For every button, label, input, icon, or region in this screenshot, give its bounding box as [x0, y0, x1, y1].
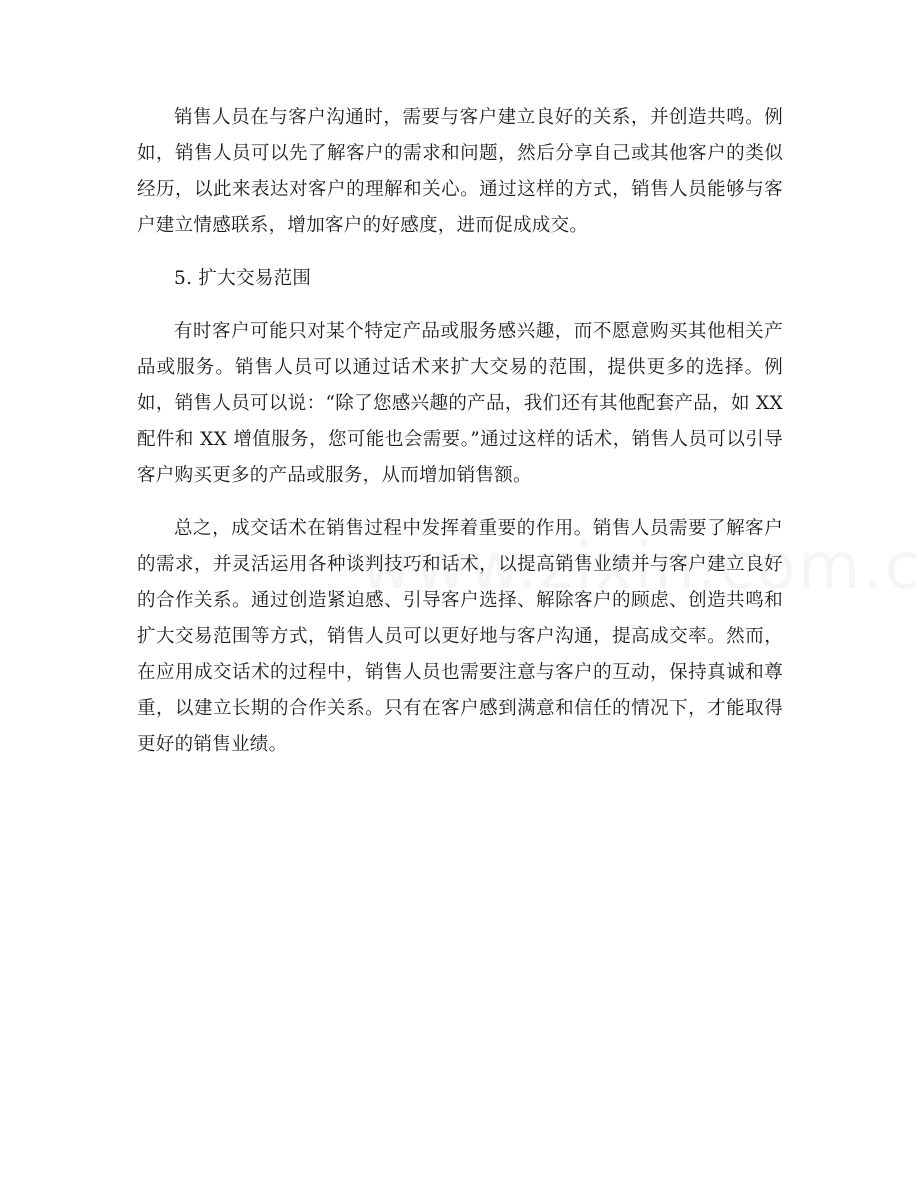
document-body [137, 100, 783, 763]
paragraph-conclusion: 总之，成交话术在销售过程中发挥着重要的作用。销售人员需要了解客户的需求，并灵活运用各种谈判技巧和话术，以提高销售业绩并与客户建立良好的合作关系。通过创造紧迫感、引导客户选择、解除客户的顾虑、创造共鸣和扩大交易范围等方式，销售人员可以更好地与客户沟通，提高成交率。然而，在应用成交话术的过程中，销售人员也需要注意与客户的互动，保持真诚和尊重，以建立长期的合作关系。只有在客户感到满意和信任的情况下，才能取得更好的销售业绩。 [137, 518, 783, 755]
section-heading-expand-scope: 5. 扩大交易范围 [174, 268, 312, 289]
paragraph-expand-scope: 有时客户可能只对某个特定产品或服务感兴趣，而不愿意购买其他相关产品或服务。销售人员可以通过话术来扩大交易的范围，提供更多的选择。例如，销售人员可以说：“除了您感兴趣的产品，我们还有其他配套产品，如 XX 配件和 XX 增值服务，您可能也会需要。”通过这样的话术，销售人员可以引导客户购买更多的产品或服务，从而增加销售额。 [137, 321, 783, 486]
paragraph-empathy: 销售人员在与客户沟通时，需要与客户建立良好的关系，并创造共鸣。例如，销售人员可以先了解客户的需求和问题，然后分享自己或其他客户的类似经历，以此来表达对客户的理解和关心。通过这样的方式，销售人员能够与客户建立情感联系，增加客户的好感度，进而促成成交。 [137, 107, 783, 236]
